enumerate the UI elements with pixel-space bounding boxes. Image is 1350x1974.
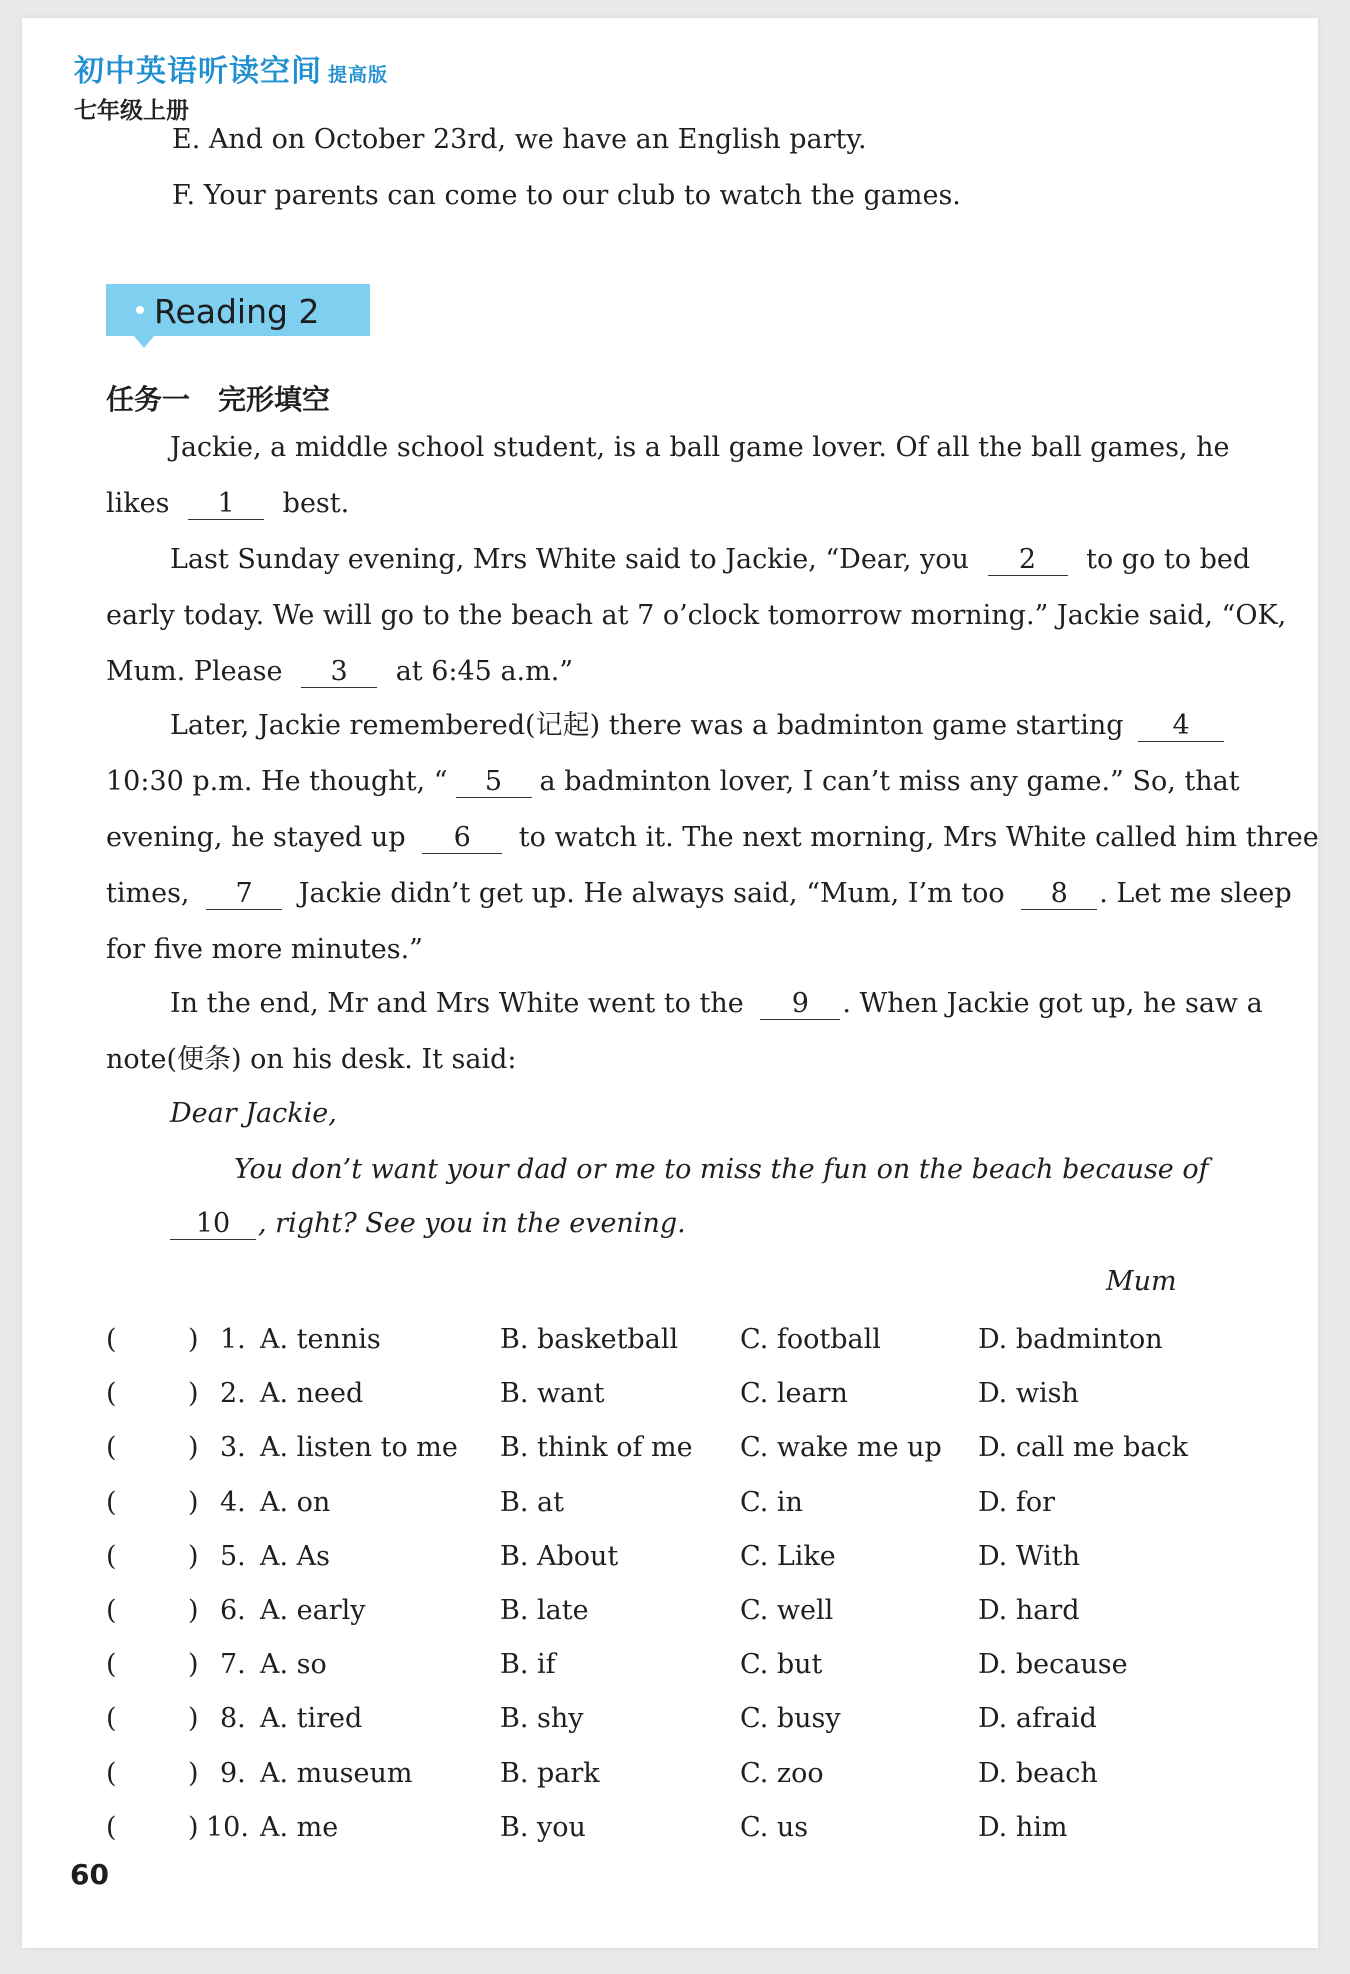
blank-1[interactable]: 1 [188, 490, 264, 520]
option-c[interactable]: C. in [740, 1486, 803, 1518]
answer-paren-open[interactable]: ( [106, 1757, 117, 1789]
question-number: 5. [220, 1540, 246, 1572]
option-b[interactable]: B. shy [500, 1703, 584, 1735]
passage-line [106, 490, 349, 520]
option-c[interactable]: C. busy [740, 1703, 841, 1735]
option-d[interactable]: D. afraid [978, 1703, 1097, 1735]
passage-text: Mum. Please [106, 656, 283, 687]
question-number: 1. [220, 1324, 246, 1355]
passage-text: In the end, Mr and Mrs White went to the [170, 988, 744, 1019]
option-a[interactable]: A. tired [260, 1703, 363, 1735]
option-letter: E. [172, 124, 201, 155]
passage-line [170, 712, 1230, 742]
question-number: 9. [220, 1757, 246, 1789]
passage-text: evening, he stayed up [106, 822, 406, 853]
option-b[interactable]: B. late [500, 1595, 589, 1626]
option-b[interactable]: B. at [500, 1486, 564, 1518]
passage-line [106, 824, 1319, 854]
option-a[interactable]: A. early [260, 1595, 366, 1626]
blank-5[interactable]: 5 [456, 768, 532, 798]
answer-paren-close: ) [188, 1378, 199, 1410]
answer-paren-open[interactable]: ( [106, 1540, 117, 1572]
answer-paren-open[interactable]: ( [106, 1811, 117, 1843]
passage-text: Later, Jackie remembered(记起) there was a badminton game starting [170, 710, 1124, 741]
option-d[interactable]: D. beach [978, 1757, 1098, 1789]
answer-paren-open[interactable]: ( [106, 1378, 117, 1410]
task-heading: 任务一 完形填空 [106, 383, 331, 416]
option-f [172, 182, 961, 209]
passage-text: , right? See you in the evening. [258, 1208, 686, 1239]
option-a[interactable]: A. so [260, 1649, 327, 1681]
option-c[interactable]: C. well [740, 1595, 834, 1626]
option-a[interactable]: A. listen to me [260, 1432, 458, 1464]
letter-body: You don’t want your dad or me to miss the fun on the beach because of [234, 1154, 1209, 1185]
answer-paren-close: ) [188, 1540, 199, 1572]
passage-text: times, [106, 878, 190, 909]
book-title-text: 初中英语听读空间 [74, 54, 322, 89]
question-number: 7. [220, 1649, 246, 1681]
answer-paren-close: ) [188, 1703, 199, 1735]
letter-signature: Mum [1106, 1266, 1177, 1297]
passage-text: . When Jackie got up, he saw a [842, 988, 1263, 1019]
workbook-page [22, 18, 1318, 1948]
option-a[interactable]: A. on [260, 1486, 331, 1518]
answer-paren-open[interactable]: ( [106, 1595, 117, 1626]
blank-4[interactable]: 4 [1138, 712, 1224, 742]
option-d[interactable]: D. wish [978, 1378, 1079, 1410]
answer-paren-close: ) [188, 1757, 199, 1789]
option-a[interactable]: A. museum [260, 1757, 413, 1789]
option-c[interactable]: C. Like [740, 1540, 836, 1572]
option-d[interactable]: D. him [978, 1811, 1068, 1843]
blank-2[interactable]: 2 [988, 546, 1068, 576]
passage-text: 10:30 p.m. He thought, “ [106, 766, 448, 797]
passage-line: Jackie, a middle school student, is a ball game lover. Of all the ball games, he [170, 432, 1230, 463]
option-c[interactable]: C. zoo [740, 1757, 824, 1789]
banner-dot [136, 306, 144, 314]
option-b[interactable]: B. if [500, 1649, 556, 1681]
option-c[interactable]: C. wake me up [740, 1432, 942, 1464]
option-b[interactable]: B. basketball [500, 1324, 679, 1355]
book-edition: 提高版 [328, 64, 389, 86]
question-number: 3. [220, 1432, 246, 1464]
question-number: 2. [220, 1378, 246, 1410]
option-a[interactable]: A. As [260, 1540, 331, 1572]
passage-text: Last Sunday evening, Mrs White said to Jackie, “Dear, you [170, 544, 969, 575]
answer-paren-close: ) [188, 1595, 199, 1626]
question-number: 10. [206, 1811, 249, 1843]
blank-6[interactable]: 6 [422, 824, 502, 854]
passage-line [106, 880, 1292, 910]
passage-text: to watch it. The next morning, Mrs White called him three [518, 822, 1319, 853]
answer-paren-close: ) [188, 1486, 199, 1518]
passage-line: early today. We will go to the beach at 7 o’clock tomorrow morning.” Jackie said, “OK, [106, 600, 1287, 631]
answer-paren-open[interactable]: ( [106, 1649, 117, 1681]
option-text: Your parents can come to our club to watch the games. [203, 180, 961, 211]
option-a[interactable]: A. tennis [260, 1324, 381, 1355]
section-title: Reading 2 [154, 292, 320, 331]
passage-line: note(便条) on his desk. It said: [106, 1044, 517, 1075]
option-c[interactable]: C. learn [740, 1378, 848, 1410]
option-d[interactable]: D. call me back [978, 1432, 1188, 1464]
blank-9[interactable]: 9 [760, 990, 840, 1020]
blank-8[interactable]: 8 [1021, 880, 1097, 910]
passage-line [106, 658, 573, 688]
option-c[interactable]: C. us [740, 1811, 809, 1843]
option-d[interactable]: D. hard [978, 1595, 1080, 1626]
passage-text: a badminton lover, I can’t miss any game.” So, that [539, 766, 1240, 797]
book-subtitle: 七年级上册 [74, 98, 189, 124]
blank-10[interactable]: 10 [170, 1210, 256, 1240]
answer-paren-close: ) [188, 1432, 199, 1464]
question-number: 8. [220, 1703, 246, 1735]
option-a[interactable]: A. me [260, 1811, 339, 1843]
option-text: And on October 23rd, we have an English party. [208, 124, 867, 155]
answer-paren-open[interactable]: ( [106, 1324, 117, 1355]
option-a[interactable]: A. need [260, 1378, 364, 1410]
passage-text: best. [282, 488, 350, 519]
option-b[interactable]: B. you [500, 1811, 586, 1843]
book-title [74, 46, 388, 90]
answer-paren-open[interactable]: ( [106, 1703, 117, 1735]
passage-text: Jackie didn’t get up. He always said, “Mum, I’m too [298, 878, 1005, 909]
passage-text: likes [106, 488, 170, 519]
section-banner [106, 284, 370, 336]
option-d[interactable]: D. badminton [978, 1324, 1163, 1355]
passage-line [106, 768, 1240, 798]
answer-paren-close: ) [188, 1649, 199, 1681]
option-d[interactable]: D. for [978, 1486, 1056, 1518]
answer-paren-open[interactable]: ( [106, 1486, 117, 1518]
passage-text: to go to bed [1086, 544, 1251, 575]
answer-paren-close: ) [188, 1811, 199, 1843]
passage-text: at 6:45 a.m.” [395, 656, 574, 687]
option-b[interactable]: B. About [500, 1540, 619, 1572]
letter-greeting: Dear Jackie, [170, 1098, 337, 1129]
option-b[interactable]: B. think of me [500, 1432, 693, 1464]
passage-line: for five more minutes.” [106, 934, 423, 965]
blank-7[interactable]: 7 [206, 880, 282, 910]
option-d[interactable]: D. because [978, 1649, 1128, 1681]
passage-line [170, 546, 1250, 576]
blank-3[interactable]: 3 [301, 658, 377, 688]
question-number: 4. [220, 1486, 246, 1518]
option-d[interactable]: D. With [978, 1540, 1081, 1572]
option-c[interactable]: C. but [740, 1649, 823, 1681]
option-b[interactable]: B. park [500, 1757, 600, 1789]
letter-body [170, 1210, 686, 1240]
passage-line [170, 990, 1263, 1020]
option-letter: F. [172, 180, 196, 211]
option-b[interactable]: B. want [500, 1378, 605, 1410]
answer-paren-open[interactable]: ( [106, 1432, 117, 1464]
passage-text: . Let me sleep [1099, 878, 1292, 909]
question-number: 6. [220, 1595, 246, 1626]
page-number: 60 [70, 1858, 109, 1891]
answer-paren-close: ) [188, 1324, 199, 1355]
option-e [172, 126, 867, 153]
option-c[interactable]: C. football [740, 1324, 881, 1355]
